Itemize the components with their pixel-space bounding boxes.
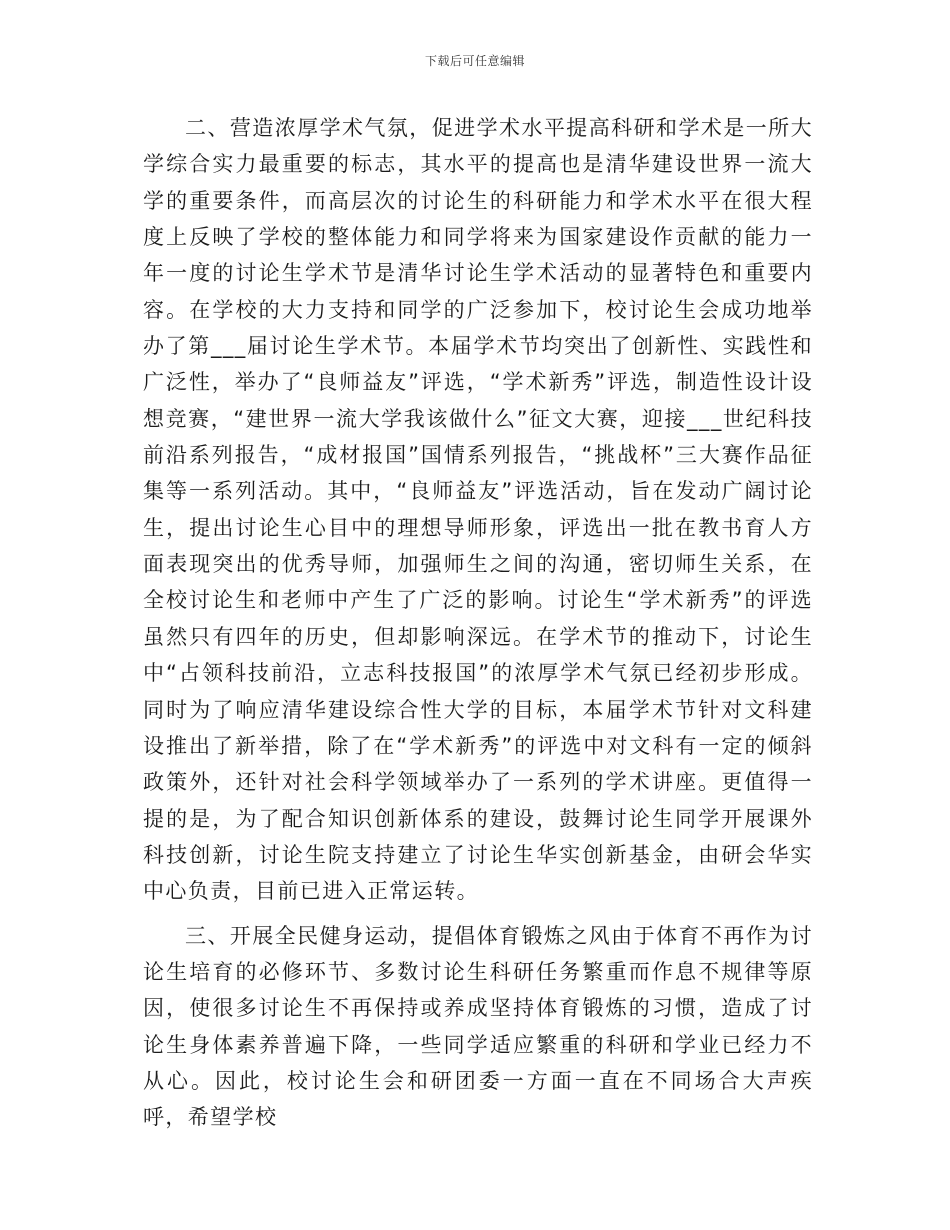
document-body	[143, 110, 813, 1136]
paragraph-fitness-campaign: 三、开展全民健身运动，提倡体育锻炼之风由于体育不再作为讨论生培育的必修环节、多数讨论生科研任务繁重而作息不规律等原因，使很多讨论生不再保持或养成坚持体育锻炼的习惯，造成了讨论生身体素养普遍下降，一些同学适应繁重的科研和学业已经力不从心。因此，校讨论生会和研团委一方面一直在不同场合大声疾呼，希望学校	[143, 923, 813, 1130]
paragraph-academic-atmosphere: 二、营造浓厚学术气氛，促进学术水平提高科研和学术是一所大学综合实力最重要的标志，其水平的提高也是清华建设世界一流大学的重要条件，而高层次的讨论生的科研能力和学术水平在很大程度上反映了学校的整体能力和同学将来为国家建设作贡献的能力一年一度的讨论生学术节是清华讨论生学术活动的显著特色和重要内容。在学校的大力支持和同学的广泛参加下，校讨论生会成功地举办了第___届讨论生学术节。本届学术节均突出了创新性、实践性和广泛性，举办了“良师益友”评选，“学术新秀”评选，制造性设计设想竞赛，“建世界一流大学我该做什么”征文大赛，迎接___世纪科技前沿系列报告，“成材报国”国情系列报告，“挑战杯”三大赛作品征集等一系列活动。其中，“良师益友”评选活动，旨在发动广阔讨论生，提出讨论生心目中的理想导师形象，评选出一批在教书育人方面表现突出的优秀导师，加强师生之间的沟通，密切师生关系，在全校讨论生和老师中产生了广泛的影响。讨论生“学术新秀”的评选虽然只有四年的历史，但却影响深远。在学术节的推动下，讨论生中“占领科技前沿，立志科技报国”的浓厚学术气氛已经初步形成。同时为了响应清华建设综合性大学的目标，本届学术节针对文科建设推出了新举措，除了在“学术新秀”的评选中对文科有一定的倾斜政策外，还针对社会科学领域举办了一系列的学术讲座。更值得一提的是，为了配合知识创新体系的建设，鼓舞讨论生同学开展课外科技创新，讨论生院支持建立了讨论生华实创新基金，由研会华实中心负责，目前已进入正常运转。	[143, 116, 813, 904]
page-header: 下载后可任意编辑	[424, 54, 525, 68]
